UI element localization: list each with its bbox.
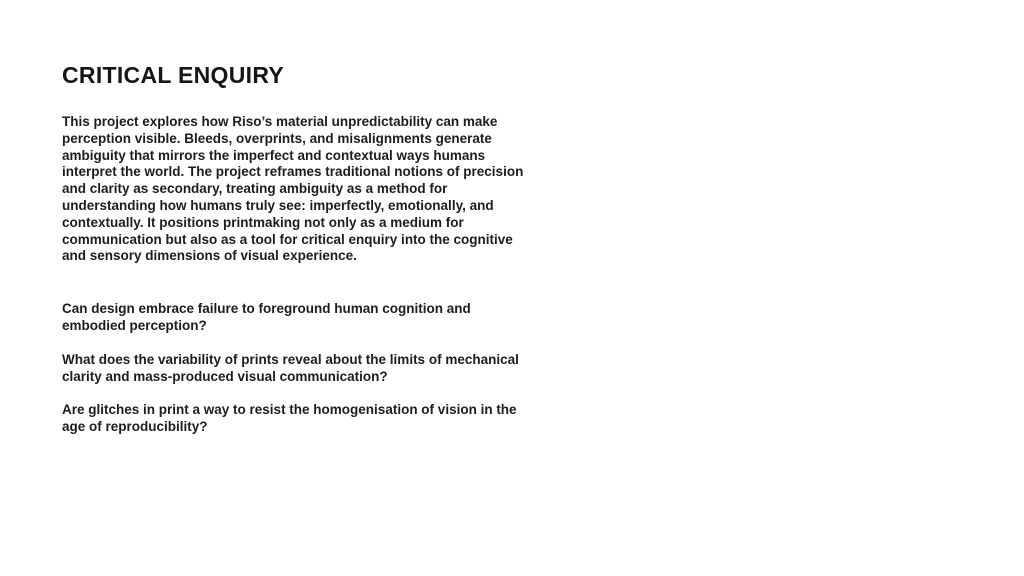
- research-question-3: Are glitches in print a way to resist the homogenisation of vision in the age of reproducibility?: [62, 402, 517, 435]
- slide-content: [62, 62, 530, 436]
- research-question-2: What does the variability of prints reveal about the limits of mechanical clarity and mass-produced visual communication?: [62, 351, 519, 384]
- intro-paragraph: This project explores how Riso’s material unpredictability can make perception visible. Bleeds, overprints, and misalignments generate ambiguity that mirrors the imperfect and contextual ways humans interpret the world. The project reframes traditional notions of precision and clarity as secondary, treating ambiguity as a method for understanding how humans truly see: imperfectly, emotionally, and contextually. It positions printmaking not only as a medium for communication but also as a tool for critical enquiry into the cognitive and sensory dimensions of visual experience.: [62, 114, 524, 264]
- research-question-1: Can design embrace failure to foreground human cognition and embodied perception?: [62, 301, 471, 333]
- page-title: CRITICAL ENQUIRY: [62, 62, 285, 88]
- research-questions: [62, 301, 530, 436]
